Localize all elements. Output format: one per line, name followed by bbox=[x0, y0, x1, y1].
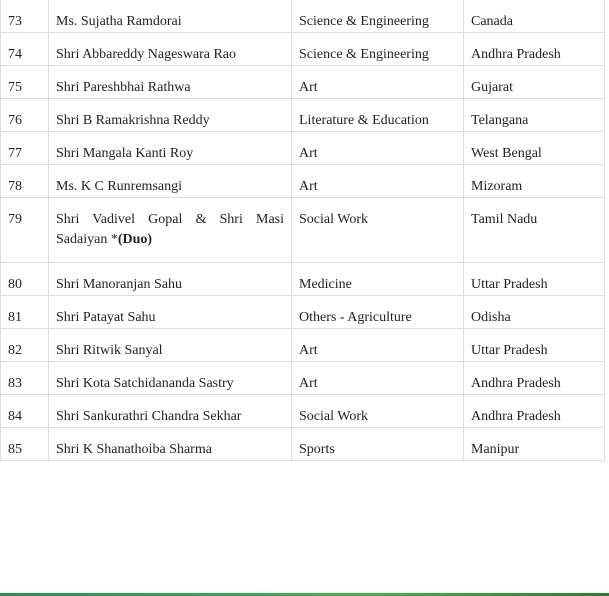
award-field: Art bbox=[292, 165, 464, 198]
serial-number: 75 bbox=[1, 66, 49, 99]
awardee-name: Shri Patayat Sahu bbox=[49, 296, 292, 329]
awardee-name-cell bbox=[49, 198, 292, 263]
table-row bbox=[1, 99, 605, 132]
awardee-name: Shri Vadivel Gopal & Shri Masi Sadaiyan * bbox=[56, 212, 284, 247]
awardee-state: Odisha bbox=[464, 296, 605, 329]
awardee-state: Andhra Pradesh bbox=[464, 395, 605, 428]
serial-number: 85 bbox=[1, 428, 49, 461]
awardee-name: Shri Ritwik Sanyal bbox=[49, 329, 292, 362]
awardee-state: West Bengal bbox=[464, 132, 605, 165]
award-field: Science & Engineering bbox=[292, 0, 464, 33]
awardee-state: Uttar Pradesh bbox=[464, 263, 605, 296]
table-row bbox=[1, 395, 605, 428]
serial-number: 73 bbox=[1, 0, 49, 33]
awardee-state: Manipur bbox=[464, 428, 605, 461]
awardee-name: Shri K Shanathoiba Sharma bbox=[49, 428, 292, 461]
serial-number: 81 bbox=[1, 296, 49, 329]
serial-number: 76 bbox=[1, 99, 49, 132]
awardee-state: Uttar Pradesh bbox=[464, 329, 605, 362]
serial-number: 77 bbox=[1, 132, 49, 165]
serial-number: 80 bbox=[1, 263, 49, 296]
awardee-name: Shri Sankurathri Chandra Sekhar bbox=[49, 395, 292, 428]
awardee-state: Canada bbox=[464, 0, 605, 33]
award-field: Others - Agriculture bbox=[292, 296, 464, 329]
award-field: Art bbox=[292, 132, 464, 165]
table-row bbox=[1, 428, 605, 461]
award-field: Art bbox=[292, 329, 464, 362]
awardee-name: Shri Abbareddy Nageswara Rao bbox=[49, 33, 292, 66]
award-field: Literature & Education bbox=[292, 99, 464, 132]
table-row bbox=[1, 33, 605, 66]
table-row bbox=[1, 165, 605, 198]
serial-number: 83 bbox=[1, 362, 49, 395]
table-row bbox=[1, 263, 605, 296]
duo-label: (Duo) bbox=[117, 232, 153, 247]
table-row bbox=[1, 198, 605, 263]
award-field: Sports bbox=[292, 428, 464, 461]
awardee-state: Mizoram bbox=[464, 165, 605, 198]
serial-number: 78 bbox=[1, 165, 49, 198]
awardee-state: Gujarat bbox=[464, 66, 605, 99]
awardee-name: Shri Manoranjan Sahu bbox=[49, 263, 292, 296]
award-field: Science & Engineering bbox=[292, 33, 464, 66]
award-field: Art bbox=[292, 66, 464, 99]
table-row bbox=[1, 329, 605, 362]
awardee-name: Shri Mangala Kanti Roy bbox=[49, 132, 292, 165]
table-row bbox=[1, 132, 605, 165]
table-row bbox=[1, 362, 605, 395]
awardee-state: Andhra Pradesh bbox=[464, 362, 605, 395]
awardee-name: Shri Kota Satchidananda Sastry bbox=[49, 362, 292, 395]
awardee-state: Telangana bbox=[464, 99, 605, 132]
serial-number: 82 bbox=[1, 329, 49, 362]
awardee-name: Ms. Sujatha Ramdorai bbox=[49, 0, 292, 33]
awardee-state: Andhra Pradesh bbox=[464, 33, 605, 66]
table-row bbox=[1, 0, 605, 33]
table-row bbox=[1, 296, 605, 329]
award-field: Social Work bbox=[292, 198, 464, 263]
award-field: Art bbox=[292, 362, 464, 395]
award-field: Social Work bbox=[292, 395, 464, 428]
awardee-state: Tamil Nadu bbox=[464, 198, 605, 263]
award-field: Medicine bbox=[292, 263, 464, 296]
awardee-name: Shri Pareshbhai Rathwa bbox=[49, 66, 292, 99]
awardee-name: Ms. K C Runremsangi bbox=[49, 165, 292, 198]
serial-number: 74 bbox=[1, 33, 49, 66]
table-row bbox=[1, 66, 605, 99]
serial-number: 79 bbox=[1, 198, 49, 263]
awardee-name: Shri B Ramakrishna Reddy bbox=[49, 99, 292, 132]
serial-number: 84 bbox=[1, 395, 49, 428]
